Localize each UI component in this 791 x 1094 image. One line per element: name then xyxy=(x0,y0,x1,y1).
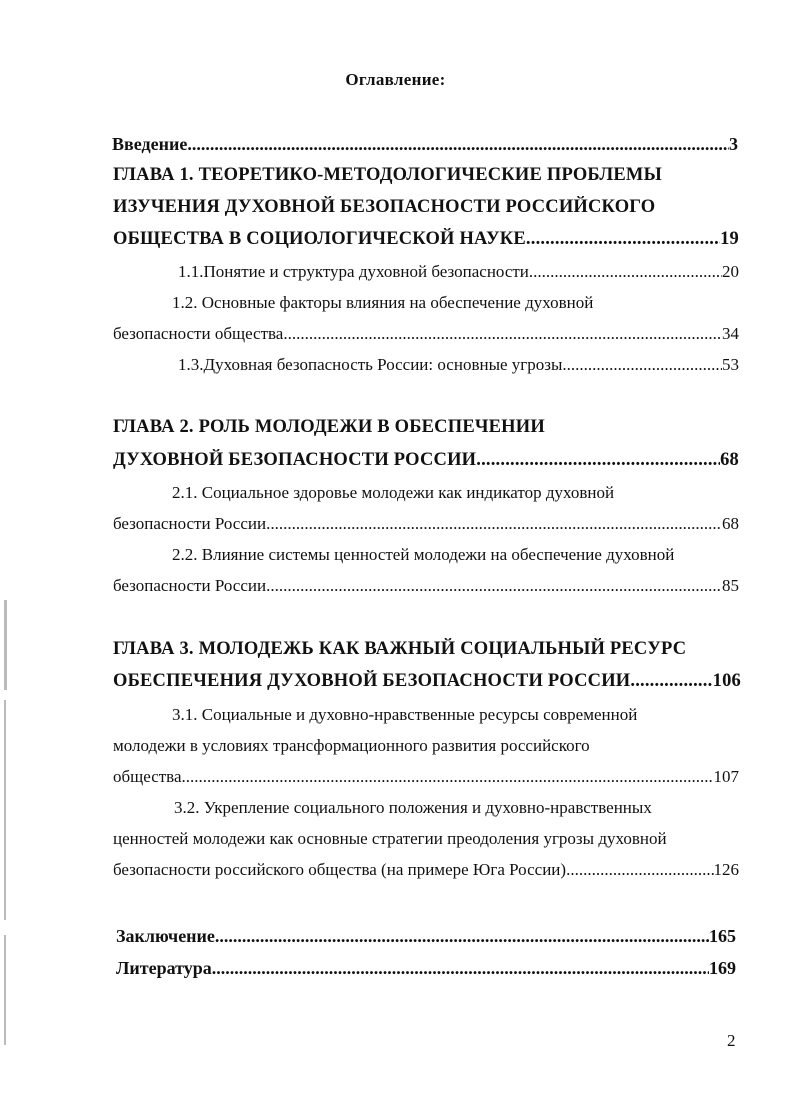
toc-entry-page: 53 xyxy=(722,355,739,374)
scan-artifact xyxy=(4,935,6,1045)
chapter1-title-line2[interactable]: ИЗУЧЕНИЯ ДУХОВНОЙ БЕЗОПАСНОСТИ РОССИЙСКОГО xyxy=(113,197,656,217)
toc-entry-3-2-line2[interactable]: ценностей молодежи как основные стратегии преодоления угрозы духовной xyxy=(113,829,667,848)
toc-entry-3-1-line2[interactable]: молодежи в условиях трансформационного развития российского xyxy=(113,736,590,755)
chapter1-title-line3[interactable]: ОБЩЕСТВА В СОЦИОЛОГИЧЕСКОЙ НАУКЕ ..... 19 xyxy=(113,228,739,250)
scan-artifact xyxy=(4,600,7,690)
chapter1-title-line1[interactable]: ГЛАВА 1. ТЕОРЕТИКО-МЕТОДОЛОГИЧЕСКИЕ ПРОБЛЕМЫ xyxy=(113,165,662,185)
toc-entry-literature[interactable]: Литература ..... 169 xyxy=(116,957,736,979)
toc-entry-3-1-line3[interactable]: общества ..... 107 xyxy=(113,766,739,788)
toc-entry-conclusion[interactable]: Заключение ..... 165 xyxy=(116,925,736,947)
toc-entry-page: 3 xyxy=(729,134,738,154)
toc-entry-page: 165 xyxy=(709,926,736,946)
page-number: 2 xyxy=(727,1031,736,1050)
chapter2-title-line1[interactable]: ГЛАВА 2. РОЛЬ МОЛОДЕЖИ В ОБЕСПЕЧЕНИИ xyxy=(113,417,545,437)
chapter3-title-line2[interactable]: ОБЕСПЕЧЕНИЯ ДУХОВНОЙ БЕЗОПАСНОСТИ РОССИИ ..... 106 xyxy=(113,670,741,692)
toc-heading: Оглавление: xyxy=(345,70,446,89)
toc-entry-1-2-line2[interactable]: безопасности общества ..... 34 xyxy=(113,323,739,345)
toc-entry-page: 68 xyxy=(722,514,739,533)
chapter3-title-line1[interactable]: ГЛАВА 3. МОЛОДЕЖЬ КАК ВАЖНЫЙ СОЦИАЛЬНЫЙ РЕСУРС xyxy=(113,639,687,659)
chapter2-title-line2[interactable]: ДУХОВНОЙ БЕЗОПАСНОСТИ РОССИИ ..... 68 xyxy=(113,449,739,471)
toc-entry-page: 126 xyxy=(713,860,739,879)
toc-entry-3-2-line3[interactable]: безопасности российского общества (на примере Юга России) ..... 126 xyxy=(113,859,739,881)
toc-entry-3-2-line1[interactable]: 3.2. Укрепление социального положения и духовно-нравственных xyxy=(174,798,652,817)
toc-entry-2-1-line2[interactable]: безопасности России ..... 68 xyxy=(113,513,739,535)
toc-entry-page: 169 xyxy=(709,958,736,978)
scan-artifact xyxy=(4,700,6,920)
toc-entry-2-1-line1[interactable]: 2.1. Социальное здоровье молодежи как индикатор духовной xyxy=(172,483,615,502)
toc-entry-1-2-line1[interactable]: 1.2. Основные факторы влияния на обеспечение духовной xyxy=(172,293,594,312)
toc-entry-title: Введение xyxy=(112,134,188,154)
toc-entry-1-1[interactable]: 1.1.Понятие и структура духовной безопасности ..... 20 xyxy=(178,261,739,283)
toc-entry-2-2-line1[interactable]: 2.2. Влияние системы ценностей молодежи на обеспечение духовной xyxy=(172,545,675,564)
toc-entry-page: 107 xyxy=(713,767,739,786)
toc-entry-intro[interactable] xyxy=(112,133,738,155)
toc-entry-page: 20 xyxy=(722,262,739,281)
toc-entry-page: 34 xyxy=(722,324,739,343)
toc-entry-1-3[interactable]: 1.3.Духовная безопасность России: основные угрозы ..... 53 xyxy=(178,354,739,376)
toc-entry-2-2-line2[interactable]: безопасности России ..... 85 xyxy=(113,575,739,597)
chapter3-page: 106 xyxy=(712,671,741,691)
toc-entry-page: 85 xyxy=(722,576,739,595)
chapter1-page: 19 xyxy=(720,229,739,249)
chapter2-page: 68 xyxy=(720,450,739,470)
toc-entry-3-1-line1[interactable]: 3.1. Социальные и духовно-нравственные ресурсы современной xyxy=(172,705,638,724)
